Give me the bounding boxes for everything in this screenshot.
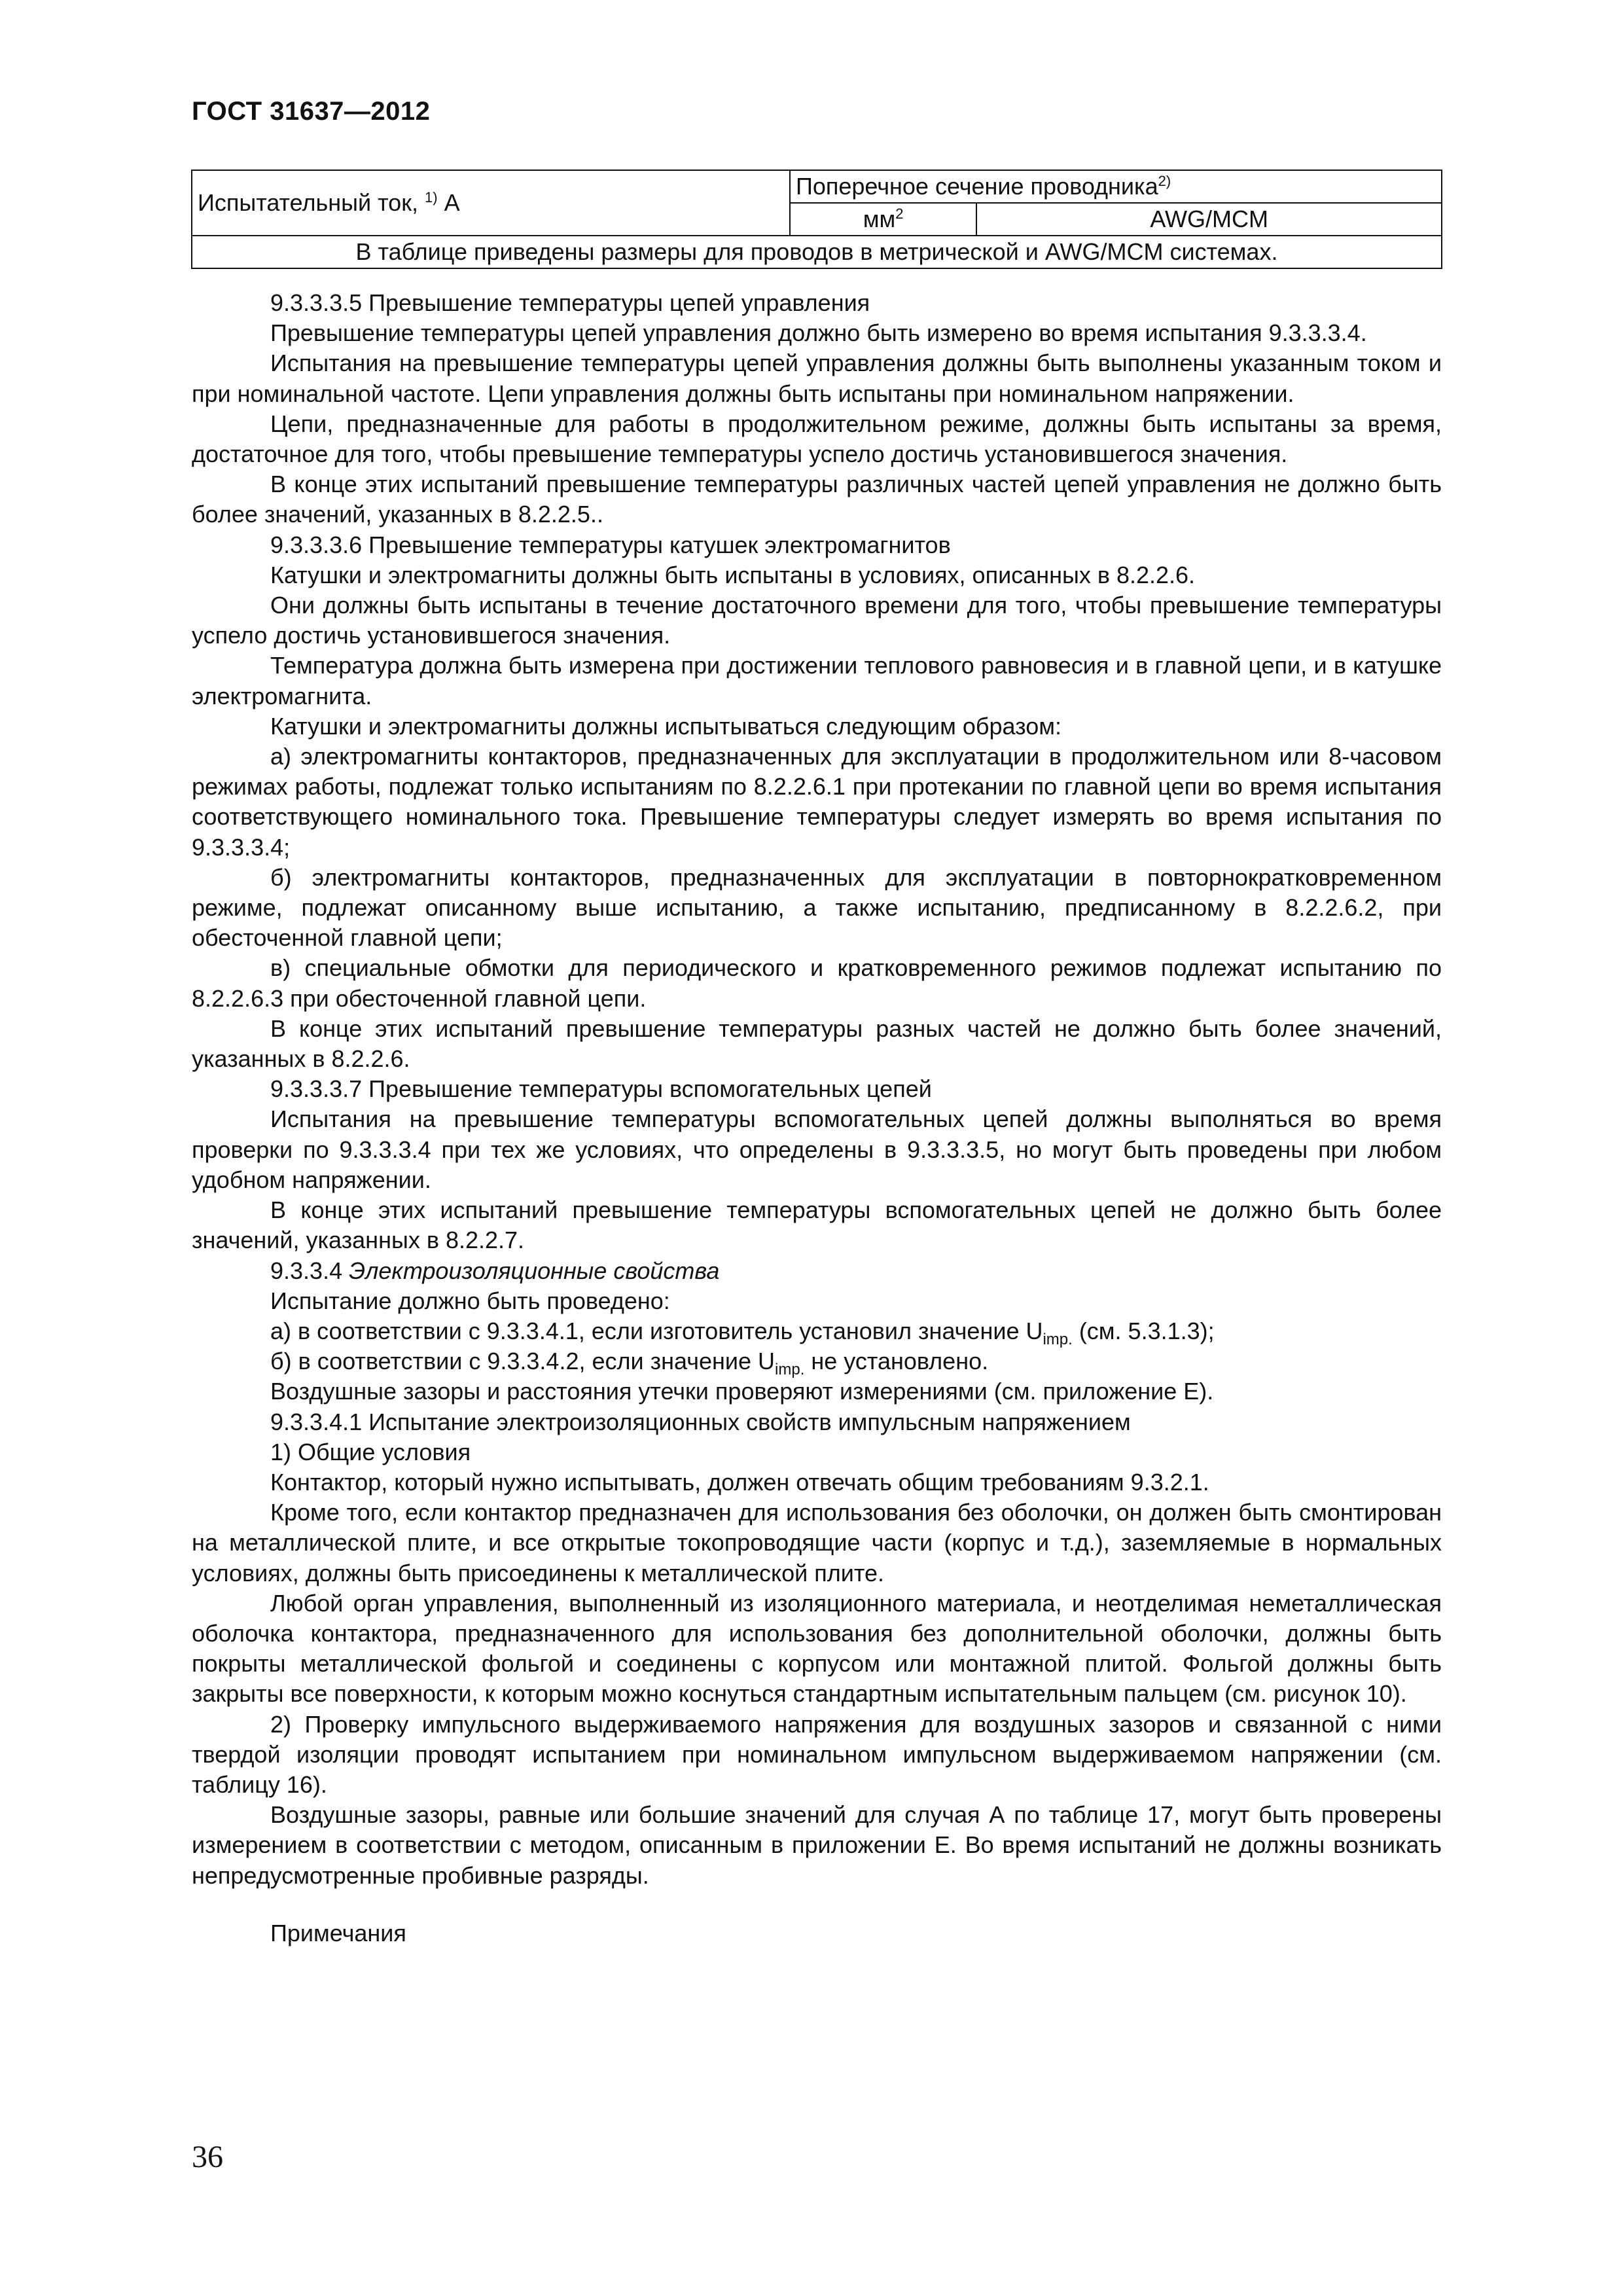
paragraph: Они должны быть испытаны в течение достаточного времени для того, чтобы превышение температуры успело достичь установившегося значения. <box>192 592 1442 649</box>
section-number: 9.3.3.4 <box>270 1257 343 1284</box>
paragraph: В конце этих испытаний превышение температуры разных частей не должно быть более значений, указанных в 8.2.2.6. <box>192 1014 1442 1073</box>
item-a-text: а) в соответствии с 9.3.3.4.1, если изготовитель установил значение U <box>270 1317 1043 1344</box>
paragraph: В конце этих испытаний превышение температуры вспомогательных цепей не должно быть более значений, указанных в 8.2.2.7. <box>192 1196 1442 1254</box>
test-current-header <box>192 170 790 236</box>
item-a-tail: (см. 5.3.1.3); <box>1072 1317 1215 1344</box>
metric-unit-label: мм <box>863 206 896 232</box>
paragraph: Температура должна быть измерена при достижении теплового равновесия и в главной цепи, и в катушке электромагнита. <box>192 652 1442 709</box>
document-header: ГОСТ 31637—2012 <box>192 97 431 126</box>
square-superscript: 2 <box>895 206 904 222</box>
list-item-a <box>192 1316 1442 1349</box>
paragraph: б) электромагниты контакторов, предназначенных для эксплуатации в повторнократковременном режиме, подлежат описанному выше испытанию, а также испытанию, предписанному в 8.2.2.6.2, при обесточенной главной цепи; <box>192 863 1442 952</box>
paragraph: Испытание должно быть проведено: <box>270 1287 670 1314</box>
imp-subscript: imp. <box>775 1361 805 1379</box>
paragraph: Испытания на превышение температуры цепей управления должны быть выполнены указанным током и при номинальной частоте. Цепи управления должны быть испытаны при номинальном напряжении. <box>192 350 1442 407</box>
awg-unit-header: AWG/MCM <box>976 203 1442 236</box>
table-header-row <box>192 170 1442 203</box>
paragraph: а) электромагниты контакторов, предназначенных для эксплуатации в продолжительном или 8-часовом режимах работы, подлежат только испытаниям по 8.2.2.6.1 при протекании по главной цепи во время испытания соответствующего номинального тока. Превышение температуры следует измерять во время испытания по 9.3.3.3.4; <box>192 743 1442 861</box>
paragraph: Контактор, который нужно испытывать, должен отвечать общим требованиям 9.3.2.1. <box>270 1468 1209 1496</box>
paragraph: Цепи, предназначенные для работы в продолжительном режиме, должны быть испытаны за время, достаточное для того, чтобы превышение температуры успело достичь установившегося значения. <box>192 410 1442 468</box>
paragraph: Испытания на превышение температуры вспомогательных цепей должны выполняться во время проверки по 9.3.3.3.4 при тех же условиях, что определены в 9.3.3.3.5, но могут быть проведены при любом удобном напряжении. <box>192 1105 1442 1193</box>
paragraph: 9.3.3.3.7 Превышение температуры вспомогательных цепей <box>270 1075 932 1103</box>
test-current-label: Испытательный ток, <box>198 189 418 216</box>
list-item-b <box>192 1346 1442 1379</box>
item-b-text: б) в соответствии с 9.3.3.4.2, если значение U <box>270 1348 776 1375</box>
footnote-marker-1: 1) <box>424 189 438 206</box>
paragraph: 2) Проверку импульсного выдерживаемого напряжения для воздушных зазоров и связанной с ними твердой изоляции проводят испытанием при номинальном импульсном выдерживаемом напряжении (см. таблицу 16). <box>192 1710 1442 1798</box>
paragraph: Катушки и электромагниты должны быть испытаны в условиях, описанных в 8.2.2.6. <box>270 561 1196 588</box>
cross-section-header <box>790 170 1442 203</box>
paragraph: В конце этих испытаний превышение температуры различных частей цепей управления не должно быть более значений, указанных в 8.2.2.5.. <box>192 471 1442 528</box>
paragraph: Воздушные зазоры, равные или большие значений для случая А по таблице 17, могут быть проверены измерением в соответствии с методом, описанным в приложении Е. Во время испытаний не должны возникать непредусмотренные пробивные разряды. <box>192 1801 1442 1889</box>
paragraph: Воздушные зазоры и расстояния утечки проверяют измерениями (см. приложение Е). <box>270 1378 1214 1405</box>
document-body <box>192 288 1442 1948</box>
section-title: Электроизоляционные свойства <box>349 1257 720 1284</box>
paragraph: 9.3.3.3.6 Превышение температуры катушек электромагнитов <box>270 531 951 558</box>
section-heading <box>192 1256 1442 1286</box>
table-footnote: В таблице приведены размеры для проводов в метрической и AWG/MCM системах. <box>192 236 1442 268</box>
paragraph: Любой орган управления, выполненный из изоляционного материала, и неотделимая неметаллическая оболочка контактора, предназначенного для использования без дополнительной оболочки, должны быть покрыты металлической фольгой и соединены с корпусом или монтажной плитой. Фольгой должны быть закрыты все поверхности, к которым можно коснуться стандартным испытательным пальцем (см. рисунок 10). <box>192 1589 1442 1708</box>
table-footer-row <box>192 236 1442 268</box>
item-b-tail: не установлено. <box>804 1348 989 1375</box>
imp-subscript: imp. <box>1043 1331 1073 1349</box>
paragraph: в) специальные обмотки для периодического и кратковременного режимов подлежат испытанию по 8.2.2.6.3 при обесточенной главной цепи. <box>192 954 1442 1012</box>
paragraph: 1) Общие условия <box>270 1438 471 1465</box>
paragraph: 9.3.3.3.5 Превышение температуры цепей управления <box>270 289 870 316</box>
footnote-marker-2: 2) <box>1158 173 1171 189</box>
paragraph: Превышение температуры цепей управления должно быть измерено во время испытания 9.3.3.3.4. <box>270 319 1367 347</box>
paragraph: Кроме того, если контактор предназначен для использования без оболочки, он должен быть смонтирован на металлической плите, и все открытые токопроводящие части (корпус и т.д.), заземляемые в нормальных условиях, должны быть присоединены к металлической плите. <box>192 1499 1442 1587</box>
paragraph: Катушки и электромагниты должны испытываться следующим образом: <box>270 712 1061 740</box>
test-current-unit: А <box>444 189 460 216</box>
notes-heading: Примечания <box>270 1919 406 1946</box>
metric-unit-header <box>790 203 976 236</box>
conductor-table <box>191 170 1442 269</box>
paragraph: 9.3.3.4.1 Испытание электроизоляционных свойств импульсным напряжением <box>270 1408 1131 1435</box>
page-number: 36 <box>192 2140 223 2174</box>
cross-section-label: Поперечное сечение проводника <box>796 173 1158 200</box>
